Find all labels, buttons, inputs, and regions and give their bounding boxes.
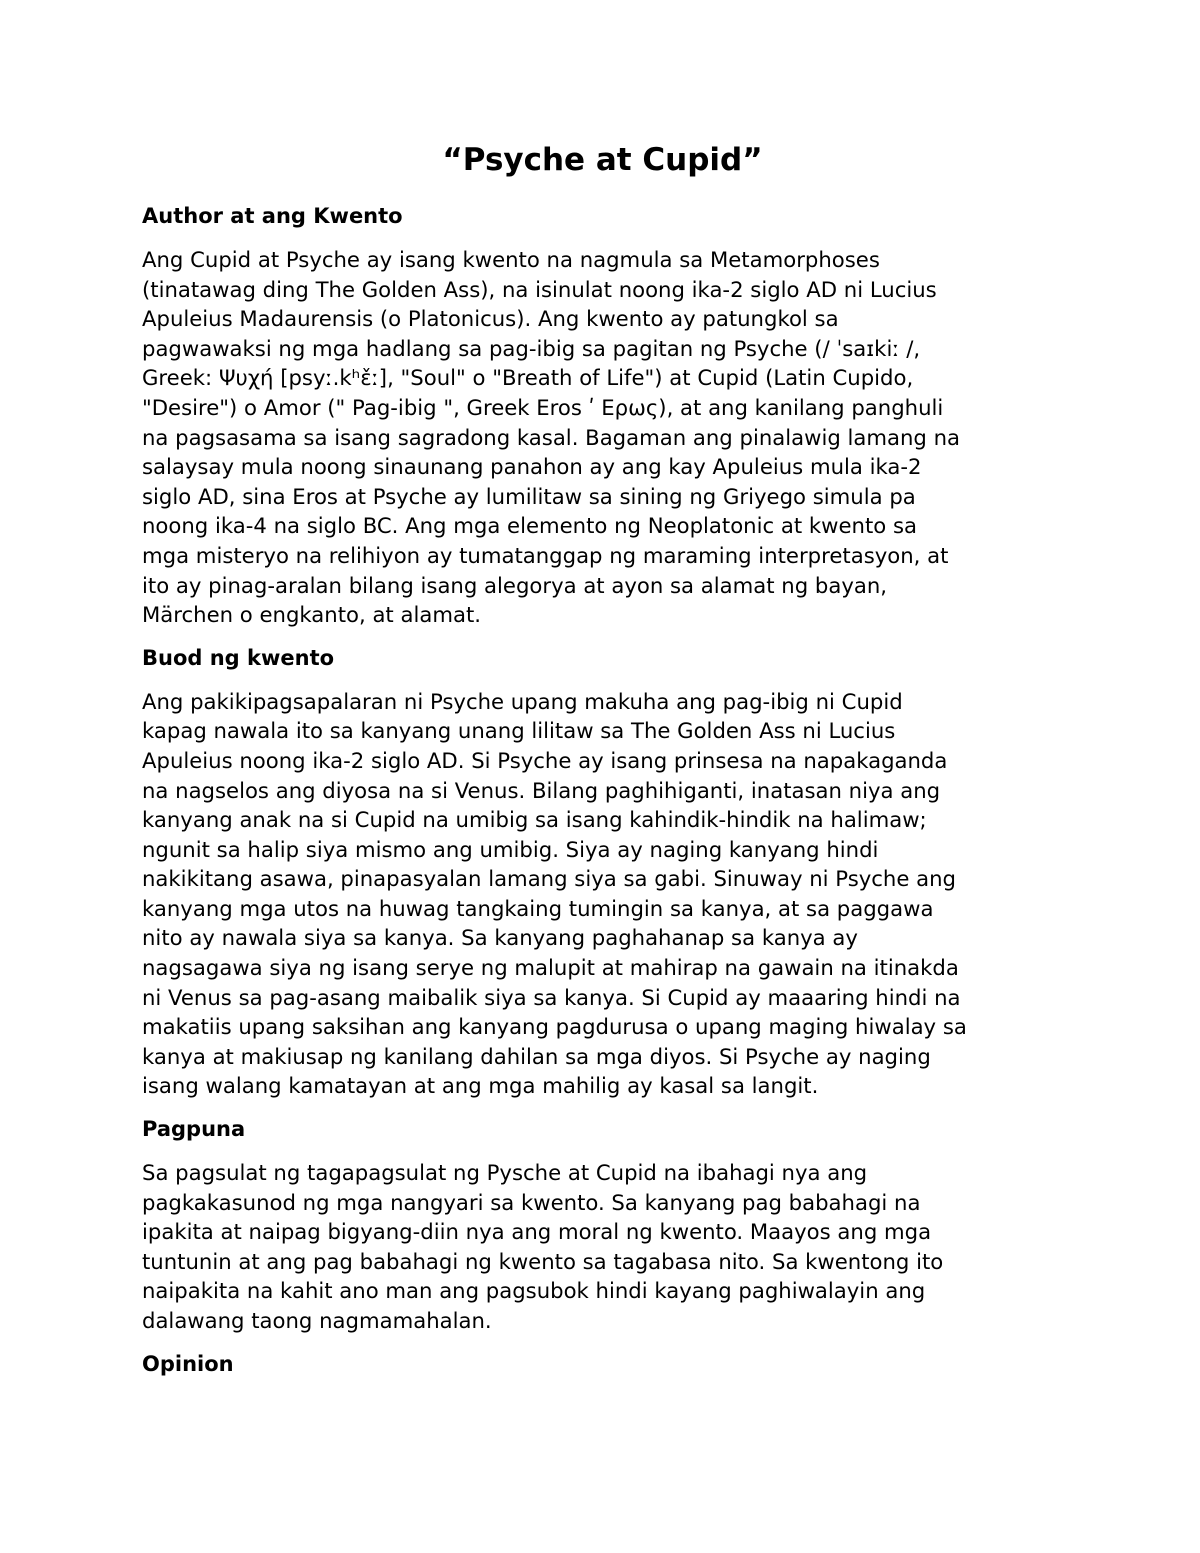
section-critique [142, 1115, 1067, 1336]
section-author [142, 202, 1067, 630]
section-paragraph: Ang pakikipagsapalaran ni Psyche upang makuha ang pag-ibig ni Cupid kapag nawala ito sa kanyang unang lilitaw sa The Golden Ass ni Lucius Apuleius noong ika-2 siglo AD. Si Psyche ay isang prinsesa na napakaganda na nagselos ang diyosa na si Venus. Bilang paghihiganti, inatasan niya ang kanyang anak na si Cupid na umibig sa isang kahindik-hindik na halimaw; ngunit sa halip siya mismo ang umibig. Siya ay naging kanyang hindi nakikitang asawa, pinapasyalan lamang siya sa gabi. Sinuway ni Psyche ang kanyang mga utos na huwag tangkaing tumingin sa kanya, at sa paggawa nito ay nawala siya sa kanya. Sa kanyang paghahanap sa kanya ay nagsagawa siya ng isang serye ng malupit at mahirap na gawain na itinakda ni Venus sa pag-asang maibalik siya sa kanya. Si Cupid ay maaaring hindi na makatiis upang saksihan ang kanyang pagdurusa o upang maging hiwalay sa kanya at makiusap ng kanilang dahilan sa mga diyos. Si Psyche ay naging isang walang kamatayan at ang mga mahilig ay kasal sa langit. [142, 688, 967, 1099]
section-heading: Opinion [142, 1351, 234, 1376]
document-body [142, 140, 1067, 1393]
section-summary [142, 644, 1067, 1101]
section-heading: Pagpuna [142, 1117, 246, 1142]
section-heading: Author at ang Kwento [142, 204, 403, 228]
document-title: “Psyche at Cupid” [442, 142, 763, 178]
section-opinion [142, 1350, 1067, 1379]
section-heading: Buod ng kwento [142, 645, 335, 670]
section-paragraph: Sa pagsulat ng tagapagsulat ng Pysche at Cupid na ibahagi nya ang pagkakasunod ng mga nangyari sa kwento. Sa kanyang pag babahagi na ipakita at naipag bigyang-diin nya ang moral ng kwento. Maayos ang mga tuntunin at ang pag babahagi ng kwento sa tagabasa nito. Sa kwentong ito naipakita na kahit ano man ang pagsubok hindi kayang paghiwalayin ang dalawang taong nagmamahalan. [142, 1160, 944, 1333]
section-paragraph: Ang Cupid at Psyche ay isang kwento na nagmula sa Metamorphoses (tinatawag ding The Golden Ass), na isinulat noong ika-2 siglo AD ni Lucius Apuleius Madaurensis (o Platonicus). Ang kwento ay patungkol sa pagwawaksi ng mga hadlang sa pag-ibig sa pagitan ng Psyche (/ ˈsaɪkiː /, Greek: Ψυχή [psyː.kʰɛ̌ː], "Soul" o "Breath of Life") at Cupid (Latin Cupido, "Desire") o Amor (" Pag-ibig ", Greek Eros ʹ Ερως), at ang kanilang panghuli na pagsasama sa isang sagradong kasal. Bagaman ang pinalawig lamang na salaysay mula noong sinaunang panahon ay ang kay Apuleius mula ika-2 siglo AD, sina Eros at Psyche ay lumilitaw sa sining ng Griyego simula pa noong ika-4 na siglo BC. Ang mga elemento ng Neoplatonic at kwento sa mga misteryo na relihiyon ay tumatanggap ng maraming interpretasyon, at ito ay pinag-aralan bilang isang alegorya at ayon sa alamat ng bayan, Märchen o engkanto, at alamat. [142, 247, 961, 628]
